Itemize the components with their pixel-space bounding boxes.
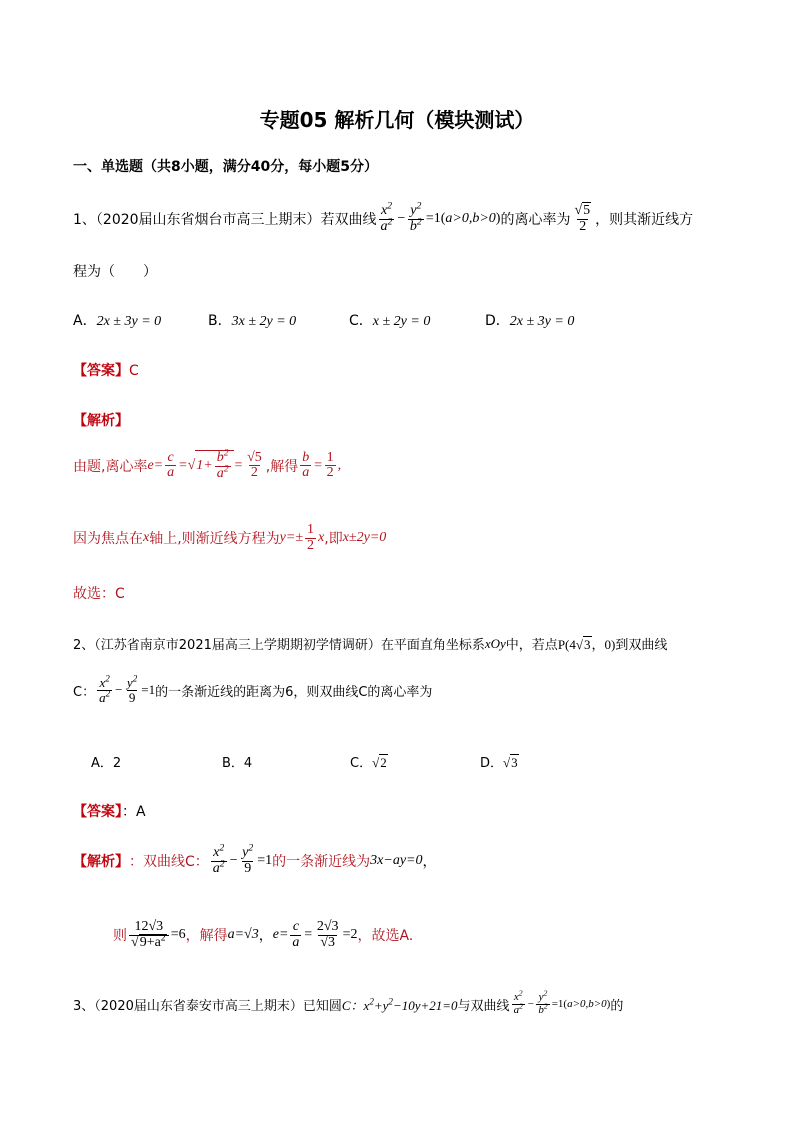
q1-options <box>73 310 713 332</box>
q2-stem: 2、（江苏省南京市2021届高三上学期期初学情调研）在平面直角坐标系 xOy 中，若点 P(4√3，0) 到双曲线 <box>73 635 668 653</box>
q2-option-d: D．√3 <box>480 755 518 771</box>
page-title: 专题05 解析几何（模块测试） <box>259 108 535 132</box>
section-header: 一、单选题（共8小题，满分40分，每小题5分） <box>73 159 378 175</box>
q1-answer <box>73 360 139 380</box>
q2-stem-line2: C： $\frac{x^2}{a^2}$ − $\frac{y^2}{9}$ =1 的一条渐近线的距离为6，则双曲线C的离心率为 <box>73 673 433 705</box>
q3-stem: 3、（2020届山东省泰安市高三上期末）已知圆 C：$x^2+y^2-10y+21=0$ 与双曲线 $\frac{x^2}{a^2}$ − $\frac{y^2}{b^2}$ =1( a>0,b>0 ) 的 <box>73 988 624 1016</box>
q2-option-a: A．2 <box>91 756 122 771</box>
q1-option-b: B．3x ± 2y = 0 <box>208 313 297 329</box>
answer-tag: 【答案】 <box>73 363 129 379</box>
q1-ecc-value: $\frac{√5}{2}$ <box>574 203 591 234</box>
q2-option-b: B．4 <box>222 756 253 771</box>
q1-stem-a: 1、（2020届山东省烟台市高三上期末）若双曲线 <box>73 212 377 229</box>
q2-solution-line2: 则 $\frac{12√3}{√9+a^2}$ =6 ，解得 a=√3 ， e= $\frac{c}{a}$ = $\frac{2√3}{√3}$ =2 ，故选A. <box>113 919 414 950</box>
q1-hyperbola-eq: $\frac{x^2}{a^2}$ − $\frac{y^2}{b^2}$ =1( a>0,b>0 ) <box>380 200 501 234</box>
q1-solution-line2: 因为焦点在 x 轴上,则渐近线方程为 y=± $\frac{1}{2}$ x ,即 x±2y=0 <box>73 522 387 553</box>
q2-solution-line1: 【解析】 ：双曲线C： $\frac{x^2}{a^2}$ − $\frac{y^2}{9}$ =1 的一条渐近线为 3x−ay=0 ， <box>73 842 437 876</box>
q2-option-c: C．√2 <box>350 755 387 771</box>
q2-answer: 【答案】：A <box>73 804 146 820</box>
q1-option-c: C．x ± 2y = 0 <box>349 313 431 329</box>
q1-option-a: A．2x ± 3y = 0 <box>73 313 162 329</box>
q2-options <box>91 752 711 774</box>
q1-stem-line2: 程为（ ） <box>73 264 157 280</box>
q1-stem <box>73 200 694 234</box>
q1-option-d: D．2x ± 3y = 0 <box>485 313 575 329</box>
q1-stem-b: 的离心率为 <box>500 212 571 229</box>
q1-stem-c: ，则其渐近线方 <box>595 212 694 229</box>
answer-value: C <box>129 363 139 379</box>
q1-solution-line1: 由题,离心率 e= $\frac{c}{a}$ =√ 1+ $\frac{b^2}{a^2}$ = $\frac{√5}{2}$ ,解得 $\frac{b}{a}$ = $\frac{1}{2}$ , <box>73 447 342 481</box>
q1-conclusion: 故选：C <box>73 586 125 602</box>
q1-analysis-tag: 【解析】 <box>73 413 129 429</box>
